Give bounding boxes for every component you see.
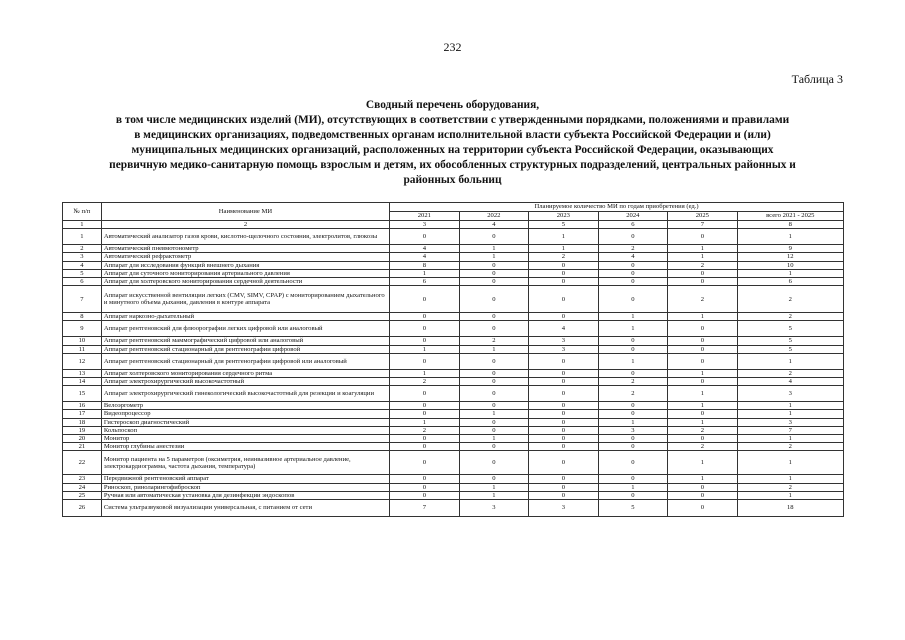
header-name: Наименование МИ <box>101 203 389 221</box>
year-value: 0 <box>668 229 738 245</box>
year-value: 0 <box>529 451 599 475</box>
table-row <box>63 253 844 261</box>
year-value: 1 <box>529 229 599 245</box>
row-number: 16 <box>63 402 102 410</box>
year-value: 0 <box>668 491 738 499</box>
total-value: 18 <box>737 500 843 517</box>
year-value: 2 <box>668 286 738 313</box>
year-value: 4 <box>390 253 460 261</box>
device-name: Видеопроцессор <box>101 410 389 418</box>
page-number: 232 <box>443 40 462 54</box>
title-line: районных больниц <box>403 174 502 186</box>
year-value: 1 <box>459 491 529 499</box>
year-value: 0 <box>459 229 529 245</box>
year-value: 1 <box>529 245 599 253</box>
table-row <box>63 500 844 517</box>
year-value: 2 <box>390 426 460 434</box>
row-number: 21 <box>63 443 102 451</box>
year-value: 2 <box>668 443 738 451</box>
year-value: 2 <box>598 245 668 253</box>
table-row <box>63 261 844 269</box>
header-year: 2022 <box>459 212 529 221</box>
year-value: 0 <box>598 475 668 483</box>
year-value: 1 <box>459 345 529 353</box>
year-value: 1 <box>459 253 529 261</box>
row-number: 2 <box>63 245 102 253</box>
year-value: 0 <box>529 483 599 491</box>
row-number: 12 <box>63 353 102 369</box>
table-row <box>63 491 844 499</box>
year-value: 1 <box>668 451 738 475</box>
device-name: Аппарат рентгеновский стационарный для рентгенографии цифровой <box>101 345 389 353</box>
title-line: первичную медико-санитарную помощь взрослым и детям, их обособленных структурных подразделений, центральных районных и <box>109 159 796 171</box>
row-number: 18 <box>63 418 102 426</box>
total-value: 2 <box>737 286 843 313</box>
year-value: 0 <box>459 475 529 483</box>
year-value: 0 <box>390 435 460 443</box>
year-value: 0 <box>459 426 529 434</box>
year-value: 0 <box>390 229 460 245</box>
year-value: 0 <box>390 313 460 321</box>
device-name: Ручная или автоматическая установка для дезинфекции эндоскопов <box>101 491 389 499</box>
device-name: Аппарат искусственной вентиляции легких (CMV, SIMV, CPAP) с мониторированием дыхательного и минутного объема дыхания, давления в контуре аппарата <box>101 286 389 313</box>
year-value: 0 <box>459 402 529 410</box>
device-name: Автоматический анализатор газов крови, кислотно-щелочного состояния, электролитов, глюкозы <box>101 229 389 245</box>
year-value: 2 <box>668 261 738 269</box>
year-value: 1 <box>668 402 738 410</box>
year-value: 0 <box>390 475 460 483</box>
year-value: 3 <box>529 500 599 517</box>
table-row <box>63 229 844 245</box>
row-number: 25 <box>63 491 102 499</box>
year-value: 7 <box>390 500 460 517</box>
year-value: 0 <box>668 435 738 443</box>
table-row <box>63 313 844 321</box>
year-value: 0 <box>598 269 668 277</box>
year-value: 0 <box>459 261 529 269</box>
device-name: Монитор пациента на 5 параметров (оксиметрия, неинвазивное артериальное давление, электрокардиограмма, частота дыхания, температура) <box>101 451 389 475</box>
document-title <box>40 98 865 188</box>
total-value: 1 <box>737 435 843 443</box>
total-value: 2 <box>737 313 843 321</box>
table-row <box>63 418 844 426</box>
device-name: Аппарат для исследования функций внешнего дыхания <box>101 261 389 269</box>
table-row <box>63 269 844 277</box>
year-value: 2 <box>529 253 599 261</box>
year-value: 0 <box>390 483 460 491</box>
year-value: 0 <box>459 386 529 402</box>
year-value: 4 <box>390 245 460 253</box>
table-row <box>63 369 844 377</box>
table-row <box>63 426 844 434</box>
year-value: 0 <box>459 313 529 321</box>
year-value: 0 <box>598 345 668 353</box>
device-name: Передвижной рентгеновский аппарат <box>101 475 389 483</box>
device-name: Гистероскоп диагностический <box>101 418 389 426</box>
table-row <box>63 451 844 475</box>
header-year: 2024 <box>598 212 668 221</box>
year-value: 0 <box>390 353 460 369</box>
device-name: Автоматический рефрактометр <box>101 253 389 261</box>
title-line: в том числе медицинских изделий (МИ), отсутствующих в соответствии с утвержденными порядками, положениями и правилами <box>115 114 790 126</box>
year-value: 0 <box>390 337 460 345</box>
table-body <box>63 229 844 517</box>
year-value: 0 <box>598 261 668 269</box>
device-name: Кольпоскоп <box>101 426 389 434</box>
year-value: 1 <box>668 418 738 426</box>
year-value: 4 <box>529 321 599 337</box>
header-year: 2021 <box>390 212 460 221</box>
year-value: 0 <box>459 269 529 277</box>
device-name: Система ультразвуковой визуализации универсальная, с питанием от сети <box>101 500 389 517</box>
year-value: 0 <box>459 418 529 426</box>
year-value: 0 <box>529 286 599 313</box>
total-value: 3 <box>737 418 843 426</box>
year-value: 1 <box>390 269 460 277</box>
year-value: 1 <box>598 353 668 369</box>
total-value: 2 <box>737 483 843 491</box>
title-line: Сводный перечень оборудования, <box>365 99 540 111</box>
device-name: Монитор <box>101 435 389 443</box>
table-row <box>63 278 844 286</box>
device-name: Монитор глубины анестезии <box>101 443 389 451</box>
year-value: 0 <box>459 443 529 451</box>
year-value: 0 <box>459 369 529 377</box>
device-name: Автоматический пневмотонометр <box>101 245 389 253</box>
total-value: 9 <box>737 245 843 253</box>
year-value: 2 <box>459 337 529 345</box>
header-total: всего 2021 - 2025 <box>737 212 843 221</box>
table-row <box>63 245 844 253</box>
year-value: 5 <box>598 500 668 517</box>
row-number: 19 <box>63 426 102 434</box>
year-value: 1 <box>598 321 668 337</box>
year-value: 2 <box>598 386 668 402</box>
year-value: 0 <box>598 229 668 245</box>
row-number: 6 <box>63 278 102 286</box>
column-number: 2 <box>101 221 389 229</box>
row-number: 15 <box>63 386 102 402</box>
year-value: 0 <box>390 321 460 337</box>
year-value: 0 <box>598 369 668 377</box>
row-number: 24 <box>63 483 102 491</box>
row-number: 11 <box>63 345 102 353</box>
row-number: 14 <box>63 378 102 386</box>
year-value: 0 <box>529 261 599 269</box>
row-number: 13 <box>63 369 102 377</box>
table-row <box>63 443 844 451</box>
header-no: № п/п <box>63 203 102 221</box>
table-row <box>63 378 844 386</box>
year-value: 3 <box>598 426 668 434</box>
row-number: 17 <box>63 410 102 418</box>
year-value: 0 <box>529 386 599 402</box>
column-number: 6 <box>598 221 668 229</box>
year-value: 0 <box>529 278 599 286</box>
device-name: Аппарат рентгеновский маммографический цифровой или аналоговый <box>101 337 389 345</box>
total-value: 12 <box>737 253 843 261</box>
total-value: 2 <box>737 443 843 451</box>
year-value: 4 <box>598 253 668 261</box>
year-value: 1 <box>668 313 738 321</box>
year-value: 0 <box>459 286 529 313</box>
year-value: 1 <box>668 245 738 253</box>
year-value: 0 <box>459 378 529 386</box>
device-name: Аппарат холтеровского мониторирования сердечного ритма <box>101 369 389 377</box>
year-value: 0 <box>668 337 738 345</box>
table-row <box>63 337 844 345</box>
year-value: 3 <box>529 337 599 345</box>
device-name: Аппарат рентгеновский стационарный для рентгенографии цифровой или аналоговый <box>101 353 389 369</box>
table-row <box>63 345 844 353</box>
header-year: 2023 <box>529 212 599 221</box>
year-value: 1 <box>598 313 668 321</box>
year-value: 0 <box>529 418 599 426</box>
total-value: 1 <box>737 410 843 418</box>
table-row <box>63 475 844 483</box>
total-value: 5 <box>737 345 843 353</box>
total-value: 1 <box>737 402 843 410</box>
year-value: 0 <box>529 353 599 369</box>
year-value: 0 <box>459 353 529 369</box>
total-value: 1 <box>737 475 843 483</box>
total-value: 7 <box>737 426 843 434</box>
row-number: 9 <box>63 321 102 337</box>
year-value: 0 <box>529 402 599 410</box>
row-number: 22 <box>63 451 102 475</box>
header-year: 2025 <box>668 212 738 221</box>
device-name: Аппарат наркозно-дыхательный <box>101 313 389 321</box>
year-value: 0 <box>390 386 460 402</box>
row-number: 10 <box>63 337 102 345</box>
year-value: 0 <box>598 443 668 451</box>
year-value: 6 <box>390 278 460 286</box>
year-value: 0 <box>529 369 599 377</box>
year-value: 0 <box>668 321 738 337</box>
row-number: 20 <box>63 435 102 443</box>
year-value: 0 <box>529 410 599 418</box>
year-value: 1 <box>668 253 738 261</box>
year-value: 0 <box>598 286 668 313</box>
table-row <box>63 386 844 402</box>
year-value: 0 <box>668 269 738 277</box>
year-value: 0 <box>459 278 529 286</box>
year-value: 1 <box>459 483 529 491</box>
column-number: 1 <box>63 221 102 229</box>
year-value: 0 <box>459 321 529 337</box>
row-number: 7 <box>63 286 102 313</box>
year-value: 0 <box>598 435 668 443</box>
year-value: 3 <box>459 500 529 517</box>
table-row <box>63 410 844 418</box>
header-planned: Планируемое количество МИ по годам приобретения (ед.) <box>390 203 844 212</box>
year-value: 0 <box>529 491 599 499</box>
table-row <box>63 402 844 410</box>
year-value: 0 <box>529 475 599 483</box>
year-value: 0 <box>668 278 738 286</box>
year-value: 1 <box>598 418 668 426</box>
year-value: 0 <box>598 402 668 410</box>
year-value: 0 <box>529 313 599 321</box>
year-value: 1 <box>668 369 738 377</box>
year-value: 1 <box>459 245 529 253</box>
year-value: 1 <box>668 475 738 483</box>
year-value: 2 <box>390 378 460 386</box>
year-value: 8 <box>390 261 460 269</box>
title-line: в медицинских организациях, подведомственных органам исполнительной власти субъекта Российской Федерации и (или) <box>134 129 771 141</box>
device-name: Аппарат для суточного мониторирования артериального давления <box>101 269 389 277</box>
device-name: Аппарат электрохирургический высокочастотный <box>101 378 389 386</box>
year-value: 0 <box>529 435 599 443</box>
year-value: 0 <box>598 410 668 418</box>
year-value: 1 <box>598 483 668 491</box>
row-number: 26 <box>63 500 102 517</box>
year-value: 0 <box>529 378 599 386</box>
year-value: 0 <box>390 410 460 418</box>
table-row <box>63 286 844 313</box>
year-value: 1 <box>390 369 460 377</box>
total-value: 6 <box>737 278 843 286</box>
column-number: 3 <box>390 221 460 229</box>
year-value: 0 <box>390 402 460 410</box>
equipment-table <box>62 202 844 517</box>
row-number: 1 <box>63 229 102 245</box>
column-number: 4 <box>459 221 529 229</box>
column-number: 5 <box>529 221 599 229</box>
column-number: 8 <box>737 221 843 229</box>
device-name: Аппарат электрохирургический гинекологический высокочастотный для резекции и коагуляции <box>101 386 389 402</box>
table-row <box>63 483 844 491</box>
row-number: 8 <box>63 313 102 321</box>
year-value: 1 <box>390 418 460 426</box>
year-value: 0 <box>668 378 738 386</box>
row-number: 23 <box>63 475 102 483</box>
total-value: 1 <box>737 451 843 475</box>
year-value: 1 <box>668 386 738 402</box>
year-value: 1 <box>459 435 529 443</box>
row-number: 4 <box>63 261 102 269</box>
title-line: муниципальных медицинских организаций, расположенных на территории субъекта Российской Федерации, оказывающих <box>131 144 774 156</box>
year-value: 0 <box>390 286 460 313</box>
column-number: 7 <box>668 221 738 229</box>
table-row <box>63 321 844 337</box>
row-number: 5 <box>63 269 102 277</box>
year-value: 1 <box>390 345 460 353</box>
table-label: Таблица 3 <box>791 72 843 86</box>
year-value: 0 <box>668 500 738 517</box>
device-name: Аппарат для холтеровского мониторирования сердечной деятельности <box>101 278 389 286</box>
device-name: Риноскоп, риноларингофиброскоп <box>101 483 389 491</box>
table-row <box>63 353 844 369</box>
year-value: 0 <box>529 443 599 451</box>
total-value: 1 <box>737 229 843 245</box>
year-value: 0 <box>668 345 738 353</box>
total-value: 2 <box>737 369 843 377</box>
device-name: Велоэргометр <box>101 402 389 410</box>
total-value: 1 <box>737 269 843 277</box>
year-value: 0 <box>598 491 668 499</box>
device-name: Аппарат рентгеновский для флюорографии легких цифровой или аналоговый <box>101 321 389 337</box>
year-value: 3 <box>529 345 599 353</box>
row-number: 3 <box>63 253 102 261</box>
year-value: 1 <box>459 410 529 418</box>
year-value: 0 <box>598 451 668 475</box>
table-row <box>63 435 844 443</box>
year-value: 2 <box>668 426 738 434</box>
year-value: 0 <box>459 451 529 475</box>
year-value: 0 <box>668 483 738 491</box>
total-value: 1 <box>737 491 843 499</box>
year-value: 0 <box>668 410 738 418</box>
total-value: 5 <box>737 337 843 345</box>
total-value: 3 <box>737 386 843 402</box>
total-value: 1 <box>737 353 843 369</box>
year-value: 0 <box>598 337 668 345</box>
year-value: 0 <box>390 443 460 451</box>
year-value: 2 <box>598 378 668 386</box>
year-value: 0 <box>529 269 599 277</box>
year-value: 0 <box>390 491 460 499</box>
total-value: 5 <box>737 321 843 337</box>
total-value: 10 <box>737 261 843 269</box>
year-value: 0 <box>598 278 668 286</box>
year-value: 0 <box>668 353 738 369</box>
total-value: 4 <box>737 378 843 386</box>
year-value: 0 <box>390 451 460 475</box>
year-value: 0 <box>529 426 599 434</box>
